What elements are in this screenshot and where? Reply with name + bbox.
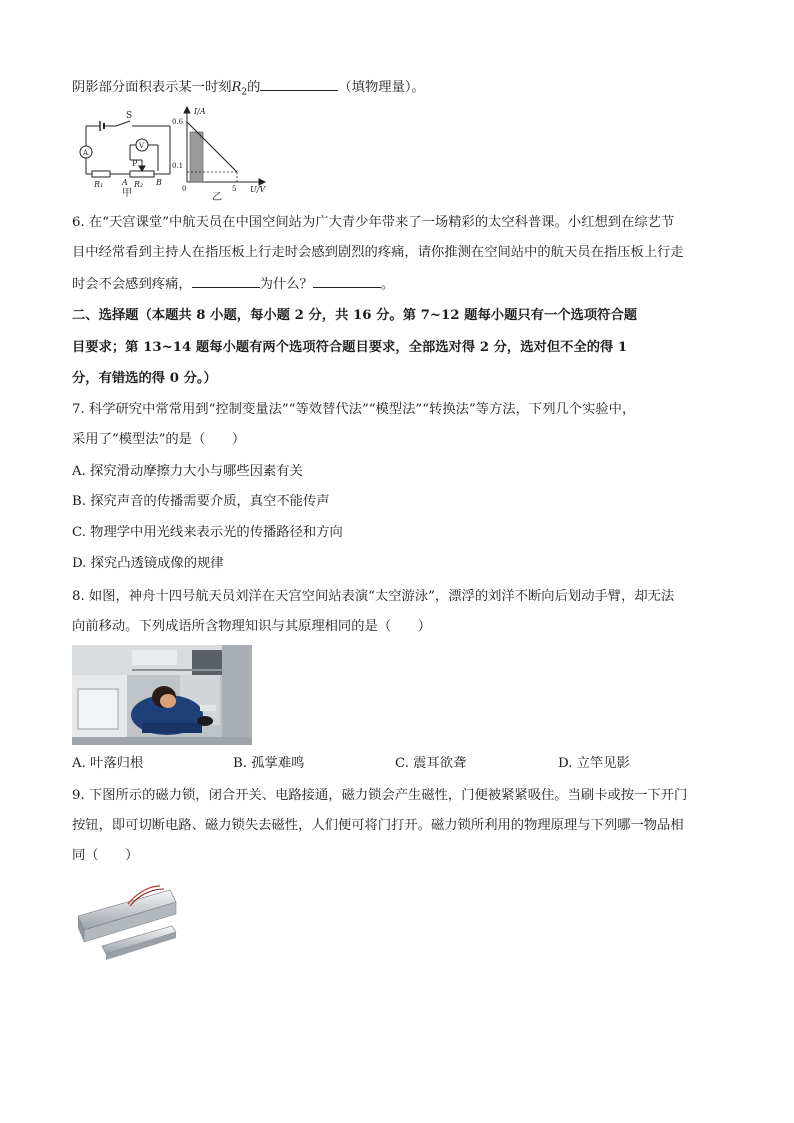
answer-blank-q6a[interactable] — [192, 273, 260, 288]
section2-line-3: 分，有错选的得 0 分。） — [72, 371, 217, 386]
q6-line-1: 6. 在“天宫课堂”中航天员在中国空间站为广大青少年带来了一场精彩的太空科普课。小红想到在综艺节 — [72, 215, 675, 230]
r2-label: R₂ — [134, 180, 144, 189]
voltmeter-label: V — [139, 142, 145, 150]
graph-caption: 乙 — [212, 192, 222, 202]
x-tick-label: 5 — [232, 185, 237, 193]
q9-line-2: 按钮，即可切断电路、磁力锁失去磁性，人们便可将门打开。磁力锁所利用的物理原理与下列哪一物品相 — [72, 818, 684, 833]
circuit-diagram — [72, 108, 187, 198]
origin-label: 0 — [182, 185, 187, 193]
q7-option-d[interactable]: D. 探究凸透镜成像的规律 — [72, 556, 224, 571]
section2-line-1: 二、选择题（本题共 8 小题，每小题 2 分，共 16 分。第 7~12 题每小题只有一个选项符合题 — [72, 308, 638, 323]
r2-symbol: $R_2$ — [231, 80, 248, 98]
q6-line-3: 时会不会感到疼痛， 为什么？ 。 — [72, 273, 732, 295]
iu-graph — [172, 104, 282, 202]
q5-tail-prefix: 阴影部分面积表示某一时刻 — [72, 80, 232, 95]
q7-line-2: 采用了“模型法”的是（ ） — [72, 432, 246, 447]
q9-line-3: 同（ ） — [72, 848, 139, 863]
circuit-caption: 甲 — [122, 188, 132, 198]
shaded-area — [190, 132, 203, 182]
y-tick-low: 0.1 — [172, 162, 184, 170]
q8-option-d[interactable]: D. 立竿见影 — [558, 756, 630, 771]
section2-line-2: 目要求；第 13~14 题每小题有两个选项符合题目要求，全部选对得 2 分，选对但不全的得 1 — [72, 340, 628, 355]
answer-blank-q5[interactable] — [260, 76, 338, 91]
q6-line-2: 目中经常看到主持人在指压板上行走时会感到剧烈的疼痛，请你推测在空间站中的航天员在指压板上行走 — [72, 245, 684, 260]
y-tick-top: 0.6 — [172, 118, 184, 126]
q8-options-row — [72, 754, 732, 774]
point-a-label: A — [122, 178, 128, 187]
x-axis-label: U/V — [250, 185, 266, 194]
r1-label: R₁ — [94, 180, 104, 189]
switch-label: S — [126, 111, 133, 121]
q5-tail-line: 阴影部分面积表示某一时刻$R_2$的 （填物理量）。 — [72, 76, 732, 103]
q7-option-b[interactable]: B. 探究声音的传播需要介质，真空不能传声 — [72, 494, 330, 509]
q8-option-b[interactable]: B. 孤掌难鸣 — [233, 756, 305, 771]
point-b-label: B — [156, 178, 162, 187]
q8-line-1: 8. 如图，神舟十四号航天员刘洋在天宫空间站表演“太空游泳”，漂浮的刘洋不断向后划动手臂，却无法 — [72, 589, 675, 604]
q7-line-1: 7. 科学研究中常常用到“控制变量法”“等效替代法”“模型法”“转换法”等方法，下列几个实验中， — [72, 402, 636, 417]
q8-option-a[interactable]: A. 叶落归根 — [72, 756, 144, 771]
slider-label: P — [132, 159, 138, 168]
q9-line-1: 9. 下图所示的磁力锁，闭合开关、电路接通，磁力锁会产生磁性，门便被紧紧吸住。当刷卡或按一下开门 — [72, 788, 688, 803]
q7-option-c[interactable]: C. 物理学中用光线来表示光的传播路径和方向 — [72, 525, 343, 540]
answer-blank-q6b[interactable] — [313, 273, 381, 288]
magnetic-lock-image — [72, 880, 184, 970]
y-axis-label: I/A — [194, 107, 206, 116]
ammeter-label: A — [83, 149, 89, 157]
q7-option-a[interactable]: A. 探究滑动摩擦力大小与哪些因素有关 — [72, 464, 303, 479]
astronaut-photo — [72, 645, 252, 745]
q8-line-2: 向前移动。下列成语所含物理知识与其原理相同的是（ ） — [72, 619, 432, 634]
q8-option-c[interactable]: C. 震耳欲聋 — [395, 756, 467, 771]
